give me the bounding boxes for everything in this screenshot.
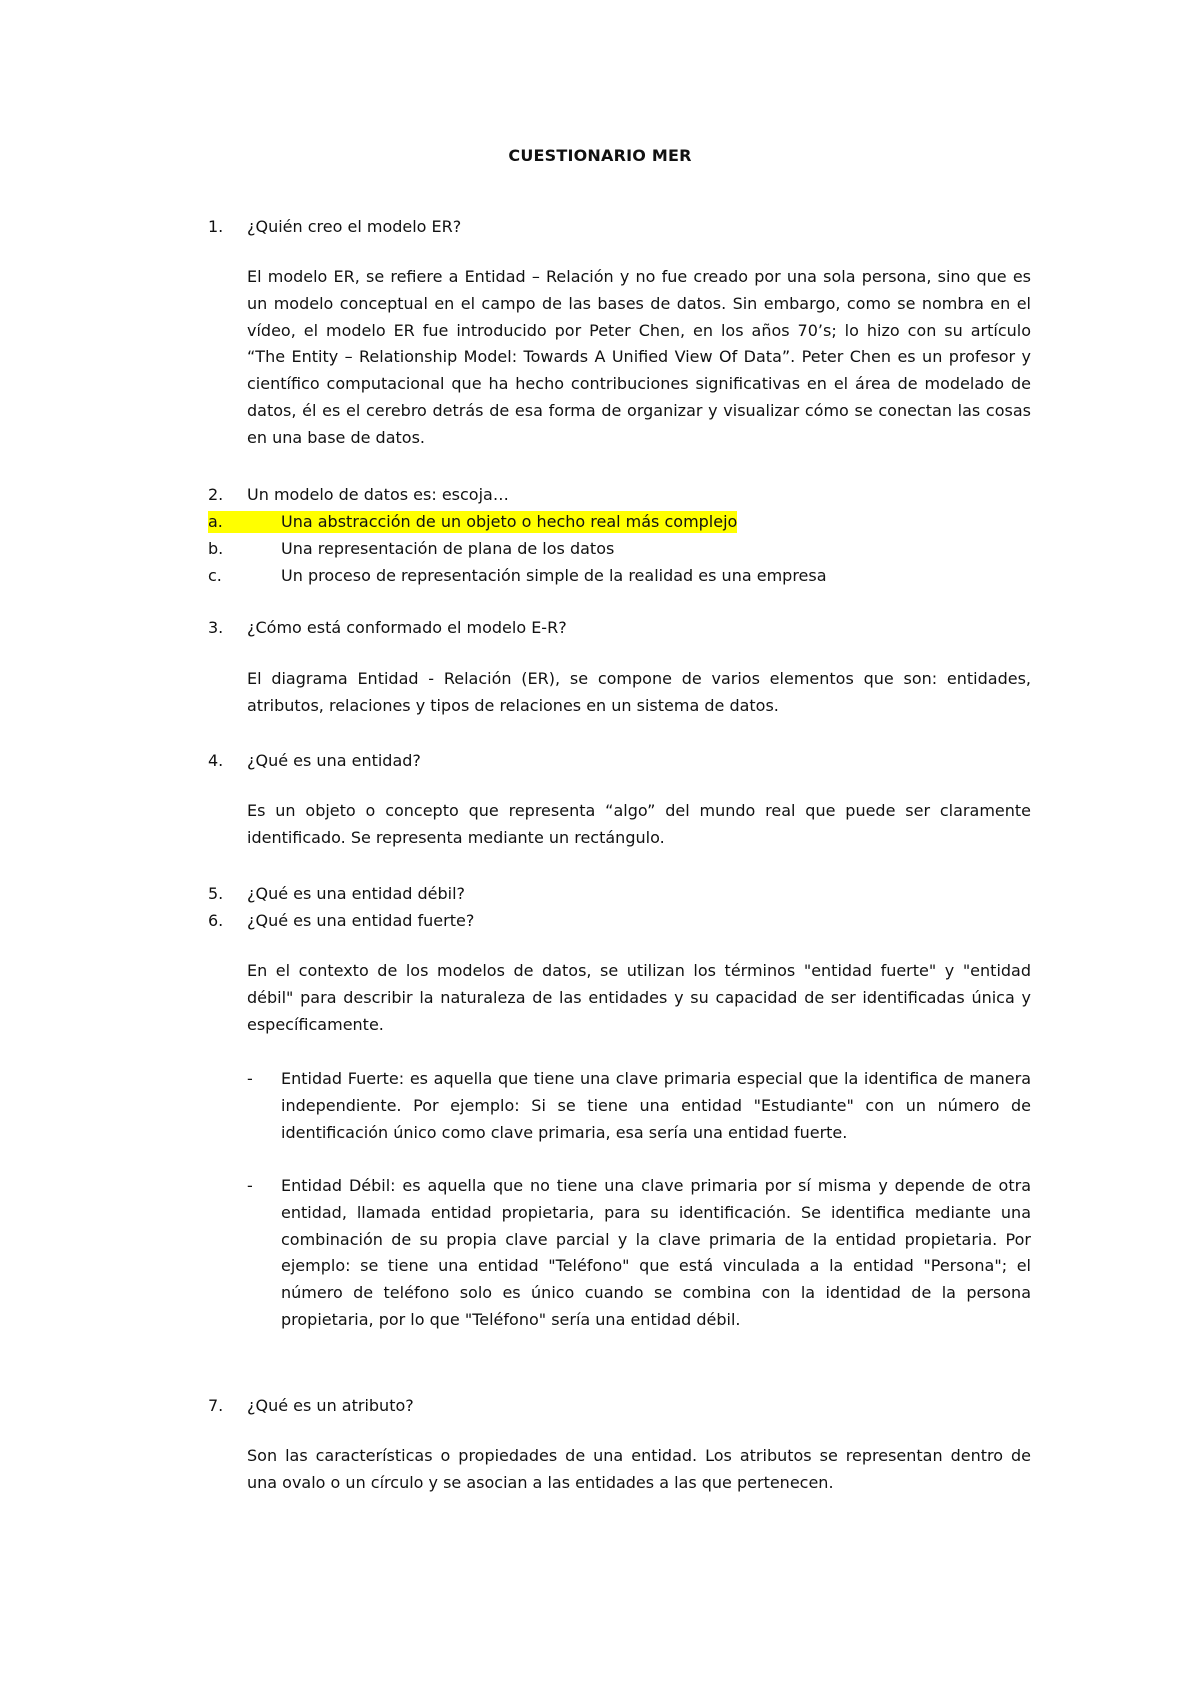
answer-line: científico computacional que ha hecho contribuciones significativas en el área de modelado de bbox=[247, 374, 1031, 394]
answer-line: específicamente. bbox=[247, 1014, 384, 1034]
answer-line: en una base de datos. bbox=[247, 427, 425, 447]
answer-line: identificado. Se representa mediante un rectángulo. bbox=[247, 827, 665, 847]
answer-line: En el contexto de los modelos de datos, se utilizan los términos "entidad fuerte" y "entidad bbox=[247, 961, 1031, 980]
question-6-text: ¿Qué es una entidad fuerte? bbox=[247, 911, 475, 930]
answer-line: Son las características o propiedades de una entidad. Los atributos se representan dentro de bbox=[247, 1446, 1031, 1465]
bullet-line: ejemplo: se tiene una entidad "Teléfono" que está vinculada a la entidad "Persona"; el bbox=[281, 1256, 1031, 1276]
question-1-number: 1. bbox=[208, 217, 224, 236]
answer-line: un modelo conceptual en el campo de las bases de datos. Sin embargo, como se nombra en el bbox=[247, 293, 1031, 313]
answer-line: datos, él es el cerebro detrás de esa forma de organizar y visualizar cómo se conectan las cosas bbox=[247, 400, 1031, 420]
bullet-line: independiente. Por ejemplo: Si se tiene una entidad "Estudiante" con un número de bbox=[281, 1095, 1031, 1115]
question-2-text: Un modelo de datos es: escoja… bbox=[247, 485, 509, 504]
question-2-number: 2. bbox=[208, 485, 224, 504]
question-6-number: 6. bbox=[208, 911, 224, 930]
bullet-line: número de teléfono solo es único cuando se combina con la identidad de la persona bbox=[281, 1283, 1031, 1303]
question-7-number: 7. bbox=[208, 1396, 224, 1415]
question-4-number: 4. bbox=[208, 751, 224, 770]
bullet-dash: - bbox=[247, 1069, 253, 1088]
option-c-letter: c. bbox=[208, 566, 222, 585]
answer-line: “The Entity – Relationship Model: Towards A Unified View Of Data”. Peter Chen es un profesor y bbox=[247, 347, 1031, 367]
option-b-text: Una representación de plana de los datos bbox=[281, 539, 615, 558]
bullet-dash: - bbox=[247, 1176, 253, 1195]
question-1-text: ¿Quién creo el modelo ER? bbox=[247, 217, 462, 236]
question-6-answer bbox=[247, 958, 1031, 1038]
answer-line: El modelo ER, se refiere a Entidad – Relación y no fue creado por una sola persona, sino que es bbox=[247, 267, 1031, 286]
question-5-number: 5. bbox=[208, 884, 224, 903]
answer-line: Es un objeto o concepto que representa “algo” del mundo real que puede ser claramente bbox=[247, 801, 1031, 820]
document-title: CUESTIONARIO MER bbox=[508, 146, 692, 165]
bullet-line: Entidad Fuerte: es aquella que tiene una clave primaria especial que la identifica de manera bbox=[281, 1069, 1031, 1088]
option-c-text: Un proceso de representación simple de la realidad es una empresa bbox=[281, 566, 827, 585]
answer-line: atributos, relaciones y tipos de relaciones en un sistema de datos. bbox=[247, 695, 779, 715]
question-3-text: ¿Cómo está conformado el modelo E-R? bbox=[247, 618, 567, 637]
bullet-line: combinación de su propia clave parcial y la clave primaria de la entidad propietaria. Por bbox=[281, 1229, 1031, 1249]
question-4-text: ¿Qué es una entidad? bbox=[247, 751, 421, 770]
bullet-line: entidad, llamada entidad propietaria, para su identificación. Se identifica mediante una bbox=[281, 1202, 1031, 1222]
question-7-answer bbox=[247, 1443, 1031, 1497]
bullet-entidad-debil bbox=[281, 1173, 1031, 1334]
option-b-letter: b. bbox=[208, 539, 224, 558]
bullet-line: Entidad Débil: es aquella que no tiene una clave primaria por sí misma y depende de otra bbox=[281, 1176, 1031, 1195]
bullet-entidad-fuerte bbox=[281, 1066, 1031, 1146]
bullet-line: identificación único como clave primaria, esa sería una entidad fuerte. bbox=[281, 1122, 848, 1142]
bullet-line: propietaria, por lo que "Teléfono" sería una entidad débil. bbox=[281, 1309, 741, 1329]
question-3-answer bbox=[247, 666, 1031, 720]
answer-line: vídeo, el modelo ER fue introducido por Peter Chen, en los años 70’s; lo hizo con su artículo bbox=[247, 320, 1031, 340]
option-a-text: Una abstracción de un objeto o hecho real más complejo bbox=[281, 512, 738, 531]
question-7-text: ¿Qué es un atributo? bbox=[247, 1396, 414, 1415]
answer-line: El diagrama Entidad - Relación (ER), se compone de varios elementos que son: entidades, bbox=[247, 669, 1031, 688]
question-1-answer bbox=[247, 264, 1031, 452]
answer-line: débil" para describir la naturaleza de las entidades y su capacidad de ser identificadas única y bbox=[247, 987, 1031, 1007]
answer-line: una ovalo o un círculo y se asocian a las entidades a las que pertenecen. bbox=[247, 1472, 834, 1492]
question-3-number: 3. bbox=[208, 618, 224, 637]
question-4-answer bbox=[247, 798, 1031, 852]
question-5-text: ¿Qué es una entidad débil? bbox=[247, 884, 466, 903]
option-a-letter: a. bbox=[208, 511, 281, 533]
